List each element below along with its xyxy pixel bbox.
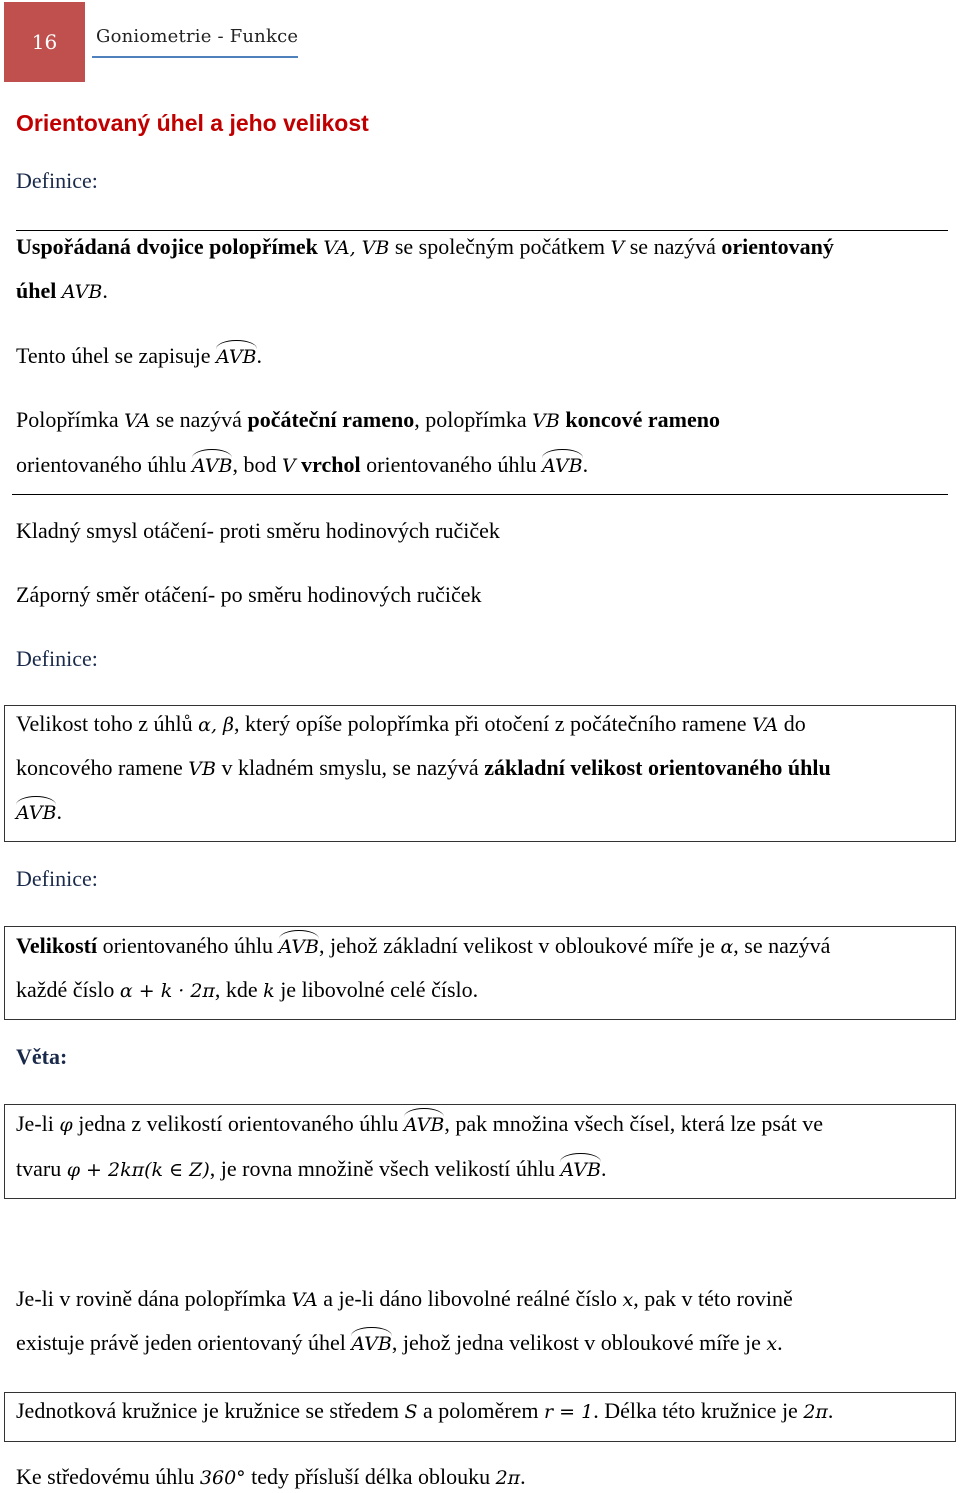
text-bold: orientovaný: [721, 234, 834, 259]
math: x: [766, 1333, 778, 1355]
oriented-angle-symbol: AVB: [192, 451, 232, 481]
positive-sense: Kladný smysl otáčení- proti směru hodinových ručiček: [16, 518, 500, 543]
text: , pak v této rovině: [633, 1286, 793, 1311]
text: , polopřímka: [414, 407, 533, 432]
text: tvaru: [16, 1156, 67, 1181]
definition-3-line-2: [16, 975, 478, 1006]
text: .: [600, 1156, 607, 1181]
math: k: [263, 980, 275, 1002]
oriented-angle-symbol: AVB: [542, 451, 582, 481]
math: x: [622, 1289, 634, 1311]
notation-line: [16, 341, 262, 372]
text: je libovolné celé číslo.: [274, 977, 479, 1002]
definition-1-line-1: [16, 232, 834, 263]
text: , pak množina všech čísel, která lze psát ve: [444, 1111, 824, 1136]
text: a je-li dáno libovolné reálné číslo: [317, 1286, 623, 1311]
text-bold: základní velikost orientovaného úhlu: [484, 755, 831, 780]
text: jedna z velikostí orientovaného úhlu: [72, 1111, 404, 1136]
math: φ: [59, 1114, 73, 1136]
text: , jehož jedna velikost v obloukové míře je: [391, 1330, 767, 1355]
math: V: [281, 455, 296, 477]
math: α + k · 2π: [119, 980, 215, 1002]
text: orientovaného úhlu: [97, 933, 279, 958]
existence-line-1: [16, 1284, 793, 1315]
negative-sense: Záporný směr otáčení- po směru hodinových ručiček: [16, 582, 482, 607]
math: VB: [532, 410, 560, 432]
definition-2-line-1: [16, 709, 806, 740]
math: 2π: [495, 1467, 521, 1489]
text: . Délka této kružnice je: [593, 1398, 804, 1423]
definition-2-line-3: [16, 797, 62, 828]
text: .: [582, 452, 589, 477]
text: koncového ramene: [16, 755, 189, 780]
oriented-angle-symbol: AVB: [560, 1155, 600, 1185]
text: Jednotková kružnice je kružnice se středem: [16, 1398, 405, 1423]
math: V: [610, 237, 625, 259]
text: .: [520, 1464, 526, 1489]
oriented-angle-symbol: AVB: [351, 1329, 391, 1359]
text: Je-li v rovině dána polopřímka: [16, 1286, 292, 1311]
oriented-angle-symbol: AVB: [16, 798, 56, 828]
text: .: [827, 1398, 834, 1423]
existence-line-2: [16, 1328, 783, 1359]
theorem-heading: Věta:: [16, 1044, 68, 1069]
definition-1-line-2: [16, 276, 108, 307]
text: do: [778, 711, 806, 736]
text-bold: Uspořádaná dvojice polopřímek: [16, 234, 324, 259]
text: orientovaného úhlu: [16, 452, 192, 477]
unit-circle-line: [16, 1396, 833, 1427]
text-bold: počáteční rameno: [247, 407, 415, 432]
text: .: [777, 1330, 783, 1355]
text: Polopřímka: [16, 407, 125, 432]
page-number-box: [4, 2, 85, 82]
central-angle-line: [16, 1462, 526, 1493]
text: každé číslo: [16, 977, 120, 1002]
theorem-line-2: [16, 1154, 606, 1185]
text: se společným počátkem: [389, 234, 611, 259]
math: VA, VB: [323, 237, 390, 259]
text: .: [256, 343, 263, 368]
theorem-line-1: [16, 1109, 823, 1140]
page-number: 16: [31, 30, 58, 54]
text-bold: koncové rameno: [559, 407, 720, 432]
text: , kde: [214, 977, 264, 1002]
text: , je rovna množině všech velikostí úhlu: [209, 1156, 561, 1181]
text: se nazývá: [150, 407, 248, 432]
definition-1-top-rule: [16, 230, 948, 231]
text: , se nazývá: [733, 933, 831, 958]
math: AVB: [61, 281, 103, 303]
definition-3-line-1: [16, 931, 830, 962]
text: se nazývá: [624, 234, 722, 259]
math: S: [404, 1401, 418, 1423]
text: Tento úhel se zapisuje: [16, 343, 217, 368]
math: α, β: [198, 714, 235, 736]
arms-bottom-rule: [12, 494, 948, 495]
text: Velikost toho z úhlů: [16, 711, 199, 736]
math: 2π: [803, 1401, 828, 1423]
text-bold: Velikostí: [16, 933, 98, 958]
math: φ + 2kπ(k ∈ Z): [66, 1159, 210, 1181]
text: tedy přísluší délka oblouku: [245, 1464, 496, 1489]
text: a poloměrem: [417, 1398, 545, 1423]
arms-line-1: [16, 405, 720, 436]
text: , který opíše polopřímka při otočení z počátečního ramene: [234, 711, 753, 736]
oriented-angle-symbol: AVB: [279, 932, 319, 962]
oriented-angle-symbol: AVB: [404, 1110, 444, 1140]
definition-heading-1: Definice:: [16, 168, 98, 193]
section-title: Orientovaný úhel a jeho velikost: [16, 110, 369, 136]
text: Je-li: [16, 1111, 60, 1136]
text-bold: úhel: [16, 278, 62, 303]
math: 360°: [199, 1467, 246, 1489]
text-bold: vrchol: [295, 452, 361, 477]
text: existuje právě jeden orientovaný úhel: [16, 1330, 352, 1355]
math: VA: [291, 1289, 318, 1311]
text: Ke středovému úhlu: [16, 1464, 200, 1489]
text: , jehož základní velikost v obloukové míře je: [319, 933, 721, 958]
definition-heading-2: Definice:: [16, 646, 98, 671]
math: VA: [752, 714, 779, 736]
text: orientovaného úhlu: [360, 452, 543, 477]
math: r = 1: [544, 1401, 594, 1423]
text: v kladném smyslu, se nazývá: [215, 755, 485, 780]
math: α: [720, 936, 734, 958]
definition-2-line-2: [16, 753, 831, 784]
text: .: [102, 278, 108, 303]
text: , bod: [232, 452, 282, 477]
math: VA: [124, 410, 151, 432]
arms-line-2: [16, 450, 588, 481]
text: .: [56, 799, 62, 824]
definition-heading-3: Definice:: [16, 866, 98, 891]
oriented-angle-symbol: AVB: [216, 342, 256, 372]
running-title: Goniometrie - Funkce: [96, 26, 299, 47]
math: VB: [188, 758, 216, 780]
header-rule: [92, 56, 298, 58]
